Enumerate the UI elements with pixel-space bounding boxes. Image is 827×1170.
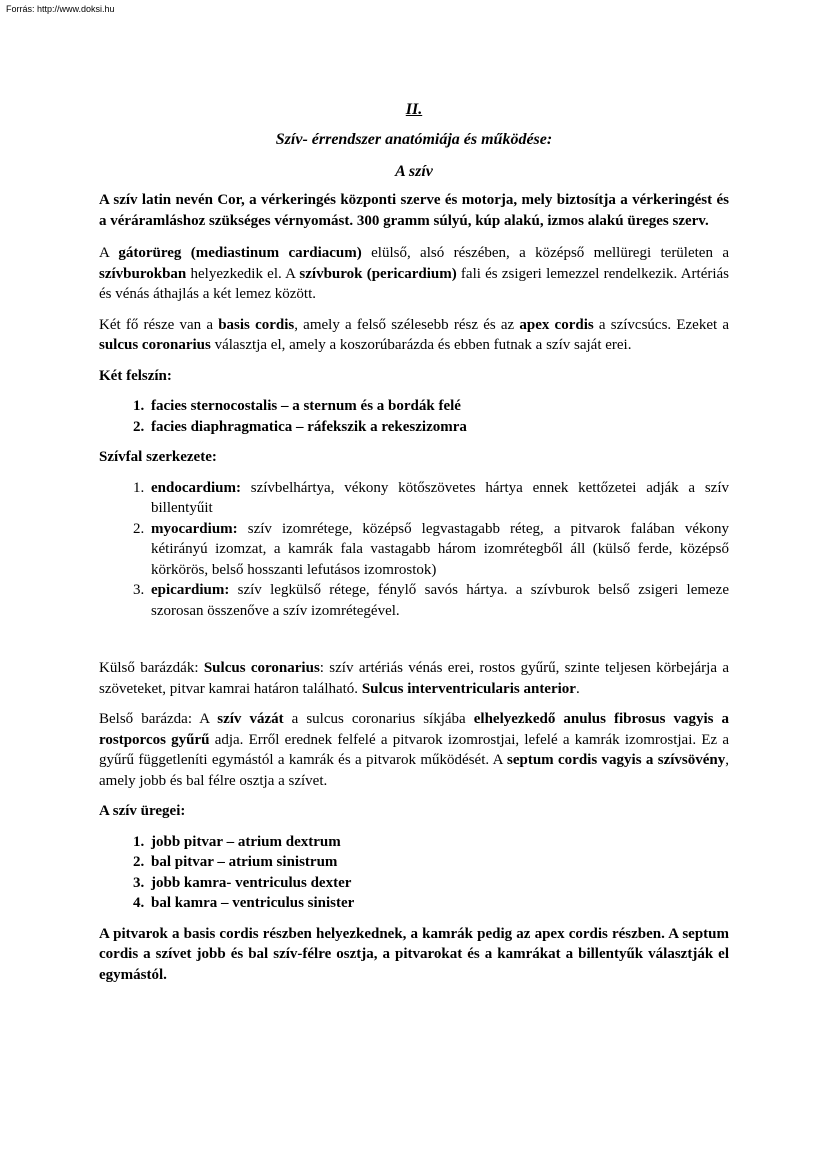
cavities-list — [99, 832, 729, 914]
text-run: fali és zsigeri lemezzel rendelkezik. Artériás és vénás áthajlás a két lemez között. — [99, 265, 730, 302]
text-run: Két fő része van a — [99, 316, 219, 333]
text-run: . — [575, 680, 580, 697]
term-sulcus-coronarius-2: Sulcus coronarius — [203, 660, 320, 676]
text-run: a szívcsúcs. Ezeket a — [593, 316, 729, 333]
paragraph-outer-grooves — [99, 658, 729, 699]
term-sziv-vaz: szív vázát — [217, 711, 284, 727]
text-run: adja. Erről erednek felfelé a pitvarok izomrostjai, lefelé a kamrák izomrostjai. Ez a gyűrű függetleníti egymástól a kamrák és a pitvarok működését. A — [99, 731, 729, 768]
surfaces-heading: Két felszín: — [99, 367, 172, 384]
list-item — [148, 519, 729, 581]
text-run: A — [99, 245, 119, 261]
term-mediastinum: gátorüreg (mediastinum cardiacum) — [118, 245, 362, 261]
term-apex-cordis: apex cordis — [519, 316, 594, 333]
paragraph-inner-groove — [99, 709, 729, 791]
term-basis-cordis: basis cordis — [218, 316, 295, 333]
text-run: választja el, amely a koszorúbarázda és ebben futnak a szív saját erei. — [210, 337, 632, 353]
wall-list — [99, 478, 729, 622]
paragraph-parts — [99, 315, 729, 356]
section-title: A szív — [395, 163, 433, 180]
cavities-heading: A szív üregei: — [99, 803, 186, 819]
list-item — [148, 478, 729, 519]
term-epicardium: epicardium: — [151, 582, 230, 598]
term-sulcus-coronarius: sulcus coronarius — [99, 337, 211, 353]
text-run: , amely a felső szélesebb rész és az — [294, 316, 520, 333]
term-septum-cordis: septum cordis vagyis a szívsövény — [507, 752, 726, 768]
term-sulcus-interventricularis: Sulcus interventricularis anterior — [361, 680, 576, 697]
list-item: 2. bal pitvar – atrium sinistrum — [148, 852, 729, 873]
list-item: 2. facies diaphragmatica – ráfekszik a rekeszizomra — [148, 417, 729, 438]
text-run: Külső barázdák: — [99, 660, 204, 676]
text-run: helyezkedik el. A — [186, 265, 300, 282]
surfaces-list — [99, 396, 729, 437]
term-myocardium: myocardium: — [151, 520, 238, 537]
list-item: 1. jobb pitvar – atrium dextrum — [148, 832, 729, 853]
list-item: 1. facies sternocostalis – a sternum és a bordák felé — [148, 396, 729, 417]
document-title: Szív- érrendszer anatómiája és működése: — [275, 131, 553, 148]
text-run: : szív artériás vénás erei, rostos gyűrű, szinte teljesen körbejárja a szöveteket, pitvar kamrai határon található. — [99, 660, 729, 697]
text-run: szív izomrétege, középső legvastagabb réteg, a pitvarok falában vékony kétirányú izomzat, a kamrák fala vastagabb három izomrétegből áll (külső ferde, középső körkörös, belső hosszanti lefutásos izomrostok) — [151, 520, 729, 578]
list-item — [148, 580, 729, 621]
text-run: szív legkülső rétege, fénylő savós hártya. a szívburok belső zsigeri lemeze szorosan összenőve a szív izomrétegével. — [151, 582, 729, 619]
source-label: Forrás: http://www.doksi.hu — [6, 4, 115, 14]
term-pericardium: szívburok (pericardium) — [299, 265, 457, 282]
text-run: , amely jobb és bal félre osztja a szívet. — [99, 752, 729, 789]
text-run: elülső, alsó részében, a középső mellüregi területen a — [361, 245, 729, 261]
section-number: II. — [405, 101, 423, 118]
text-run: szívbelhártya, vékony kötőszövetes hártya ennek kettőzetei adják a szív billentyűit — [151, 479, 729, 516]
wall-heading: Szívfal szerkezete: — [99, 449, 217, 465]
term-szivburok: szívburokban — [99, 265, 187, 282]
text-run: Belső barázda: A — [99, 711, 218, 727]
document-page — [99, 100, 729, 995]
intro-paragraph: A szív latin nevén Cor, a vérkeringés központi szerve és motorja, mely biztosítja a vérkeringést és a véráramláshoz szükséges vérnyomást. 300 gramm súlyú, kúp alakú, izmos alakú üreges szerv. — [99, 192, 729, 229]
paragraph-mediastinum — [99, 243, 729, 305]
text-run: a sulcus coronarius síkjába — [283, 711, 474, 727]
list-item: 3. jobb kamra- ventriculus dexter — [148, 873, 729, 894]
term-anulus-fibrosus: elhelyezkedő anulus fibrosus vagyis a rostporcos gyűrű — [99, 711, 729, 748]
list-item: 4. bal kamra – ventriculus sinister — [148, 893, 729, 914]
closing-paragraph: A pitvarok a basis cordis részben helyezkednek, a kamrák pedig az apex cordis részben. A septum cordis a szívet jobb és bal szív-félre osztja, a pitvarokat és a kamrákat a billentyűk választják el egymástól. — [99, 925, 729, 983]
spacer — [99, 631, 729, 658]
term-endocardium: endocardium: — [151, 479, 241, 496]
